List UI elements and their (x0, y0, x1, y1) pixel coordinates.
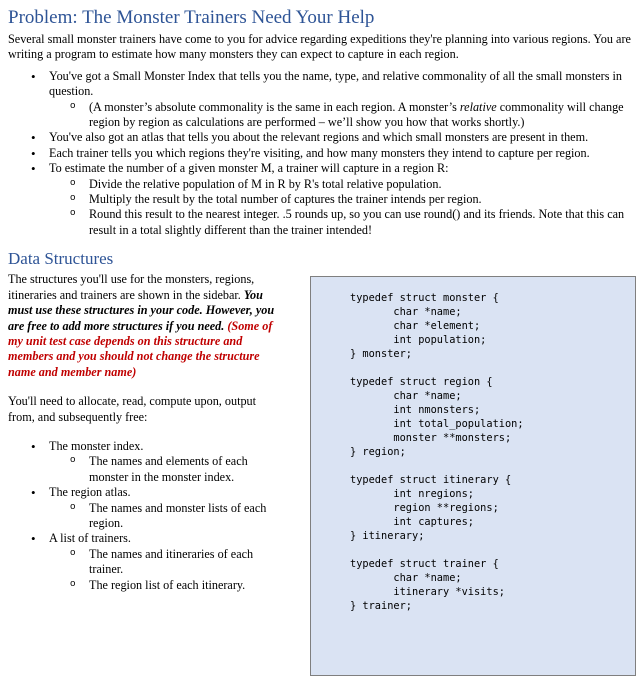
sub-list (49, 547, 280, 593)
sub-list (49, 454, 280, 485)
section-text (8, 272, 280, 593)
list-item: • A list of trainers. o The names and itineraries of each trainer. o The region list of each itinerary. (8, 531, 280, 593)
list-item: o Divide the relative population of M in R by R's total relative population. (8, 177, 636, 192)
document-page (8, 6, 636, 700)
list-item: • The region atlas. o The names and monster lists of each region. (8, 485, 280, 531)
list-item: o The names and itineraries of each trainer. (8, 547, 280, 578)
section-heading: Data Structures (8, 249, 114, 269)
sub-list (49, 177, 636, 239)
list-item: o (A monster’s absolute commonality is the same in each region. A monster’s relative commonality will change region by region as calculations are performed – we’ll show you how that works shortly.) (8, 100, 636, 131)
list-item: • You've got a Small Monster Index that tells you the name, type, and relative commonality of all the small monsters in question. o (A monster’s absolute commonality is the same in each region. A monster’s relative commonality will change region by region as calculations are performed – we’ll show you how that works shortly.) (8, 69, 636, 131)
list-item: • Each trainer tells you which regions they're visiting, and how many monsters they intend to capture per region. (8, 146, 636, 161)
list-item: o The region list of each itinerary. (8, 578, 280, 593)
list-item: • The monster index. o The names and elements of each monster in the monster index. (8, 439, 280, 485)
list-item: • To estimate the number of a given monster M, a trainer will capture in a region R: o Divide the relative population of M in R by R's total relative population. o Multiply the result by the total number of captures the trainer intends per region. o Round this result to the nearest integer. .5 rounds up, so you can use round() and its friends. Note that this can result in a total slightly different than the trainer intended! (8, 161, 636, 238)
list-item: o Multiply the result by the total number of captures the trainer intends per region. (8, 192, 636, 207)
allocation-list (8, 439, 280, 593)
struct-definitions-code: typedef struct monster { char *name; char *element; int population; } monster; typedef struct region { char *name; int nmonsters; int total_population; monster **monsters; } region; typedef struct itinerary { int nregions; region **regions; int captures; } itinerary; typedef struct trainer { char *name; itinerary *visits; } trainer; (350, 292, 524, 613)
allocation-paragraph: You'll need to allocate, read, compute upon, output from, and subsequently free: (8, 394, 257, 424)
sub-list (49, 501, 280, 532)
list-item: • You've also got an atlas that tells you about the relevant regions and which small monsters are present in them. (8, 130, 636, 145)
structures-paragraph: The structures you'll use for the monsters, regions, itineraries and trainers are shown in the sidebar. You must use these structures in your code. However, you are free to add more structures if you need. (Some of my unit test case depends on this structure and members and you should not change the structure name and member name) (8, 272, 275, 379)
list-item: o The names and elements of each monster in the monster index. (8, 454, 280, 485)
data-structures-section (8, 270, 636, 700)
list-item: o Round this result to the nearest integer. .5 rounds up, so you can use round() and its friends. Note that this can result in a total slightly different than the trainer intended! (8, 207, 636, 238)
list-item: o The names and monster lists of each region. (8, 501, 280, 532)
code-sidebar (310, 276, 636, 676)
intro-paragraph: Several small monster trainers have come to you for advice regarding expeditions they're planning into various regions. You are writing a program to estimate how many monsters they can expect to capture in each region. (8, 32, 631, 62)
page-title: Problem: The Monster Trainers Need Your Help (8, 7, 375, 28)
requirements-list (8, 69, 636, 238)
sub-list (49, 100, 636, 131)
